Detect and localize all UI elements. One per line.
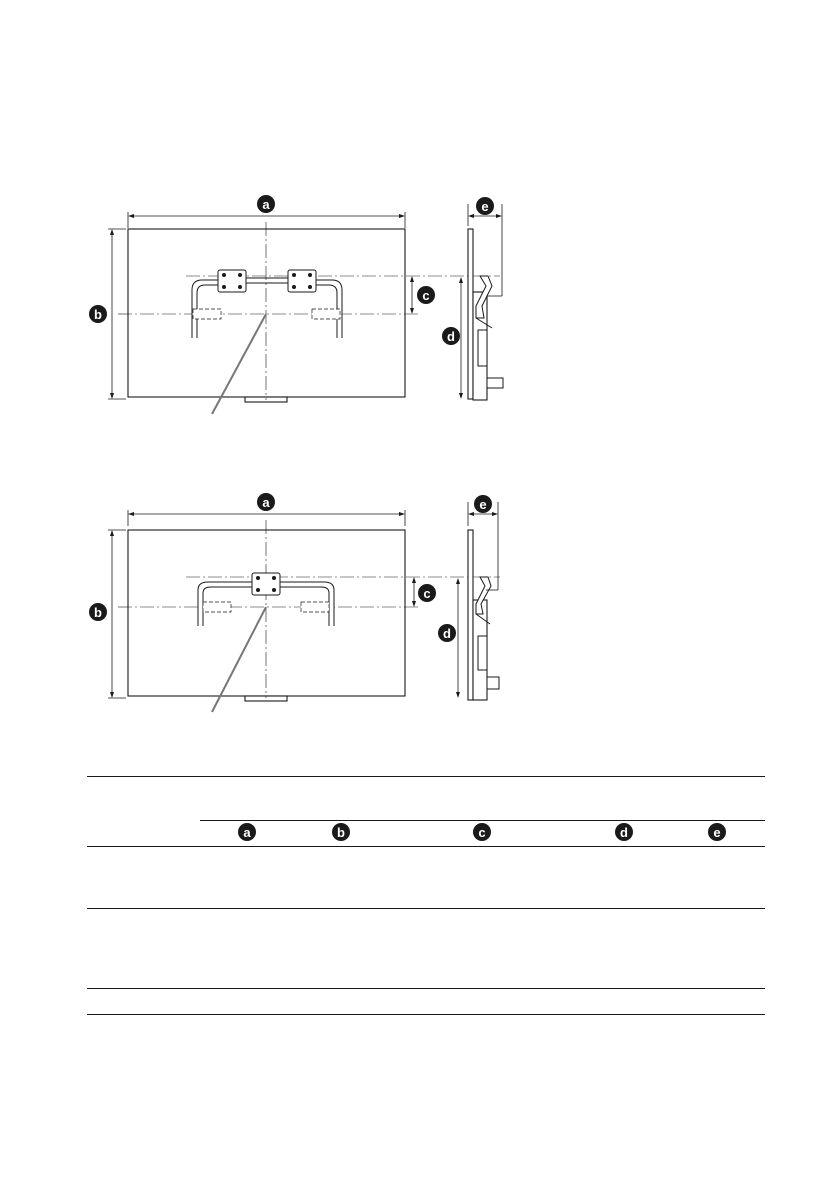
dim-b-arrow-bottom bbox=[110, 692, 114, 698]
screw-icon bbox=[256, 588, 260, 592]
marker-c bbox=[418, 584, 436, 602]
dim-b-arrow-top bbox=[110, 229, 114, 235]
svg-text:a: a bbox=[243, 825, 251, 840]
column-header-e bbox=[707, 822, 727, 842]
svg-text:a: a bbox=[262, 197, 270, 212]
svg-text:b: b bbox=[337, 825, 345, 840]
hook-left bbox=[203, 602, 231, 612]
svg-text:b: b bbox=[94, 307, 102, 322]
tv-side-connector bbox=[487, 378, 503, 388]
marker-d bbox=[442, 327, 460, 345]
table-rule-header-bottom bbox=[87, 846, 765, 847]
dim-c-arrow-top bbox=[412, 577, 416, 583]
diagram-2-drawing bbox=[0, 488, 840, 718]
tv-front-panel bbox=[128, 229, 405, 397]
tv-side-panel bbox=[468, 229, 473, 399]
column-header-a bbox=[237, 822, 257, 842]
svg-text:c: c bbox=[423, 586, 431, 601]
dim-d-arrow-bottom bbox=[456, 692, 460, 698]
diagram-1-drawing bbox=[0, 190, 840, 430]
tv-side-connector bbox=[487, 677, 499, 689]
screw-icon bbox=[238, 273, 242, 277]
tv-side-rear-detail bbox=[478, 330, 487, 366]
screw-icon bbox=[222, 285, 226, 289]
screw-icon bbox=[238, 285, 242, 289]
mount-plate-left bbox=[218, 270, 246, 292]
svg-text:e: e bbox=[479, 497, 487, 512]
column-header-b bbox=[331, 822, 351, 842]
dim-d-arrow-top bbox=[459, 277, 463, 283]
marker-a bbox=[257, 493, 275, 511]
screw-icon bbox=[272, 588, 276, 592]
column-header-c bbox=[472, 822, 492, 842]
svg-text:c: c bbox=[478, 825, 486, 840]
dim-e-arrow-left bbox=[468, 214, 474, 218]
screw-icon bbox=[256, 576, 260, 580]
marker-e bbox=[476, 197, 494, 215]
svg-text:d: d bbox=[443, 626, 451, 641]
dim-e-arrow-right bbox=[492, 512, 498, 516]
tv-side-panel bbox=[468, 530, 473, 700]
dim-b-arrow-bottom bbox=[110, 393, 114, 399]
marker-b bbox=[89, 305, 107, 323]
diagram-front-side-view-1 bbox=[0, 190, 840, 430]
dim-e-arrow-right bbox=[496, 214, 502, 218]
svg-text:b: b bbox=[94, 605, 102, 620]
hook-left bbox=[193, 309, 221, 319]
tv-front-panel bbox=[128, 530, 405, 696]
marker-c bbox=[417, 286, 435, 304]
svg-text:e: e bbox=[481, 199, 489, 214]
dim-a-arrow-right bbox=[399, 512, 405, 516]
tv-side-rear-detail bbox=[478, 636, 487, 670]
svg-text:d: d bbox=[447, 329, 455, 344]
svg-text:e: e bbox=[713, 825, 721, 840]
marker-e bbox=[474, 495, 492, 513]
screw-icon bbox=[308, 273, 312, 277]
dim-c-arrow-top bbox=[410, 276, 414, 282]
screw-icon bbox=[292, 273, 296, 277]
marker-a bbox=[257, 195, 275, 213]
table-rule-bottom bbox=[87, 1014, 765, 1015]
screw-icon bbox=[222, 273, 226, 277]
table-row-divider bbox=[87, 988, 765, 989]
dim-d-arrow-top bbox=[456, 578, 460, 584]
column-header-d bbox=[614, 822, 634, 842]
dim-d-arrow-bottom bbox=[459, 393, 463, 399]
svg-text:d: d bbox=[620, 825, 628, 840]
screw-icon bbox=[292, 285, 296, 289]
hook-right bbox=[301, 602, 329, 612]
dim-e-arrow-left bbox=[468, 512, 474, 516]
dim-a-arrow-right bbox=[399, 214, 405, 218]
svg-text:c: c bbox=[422, 288, 430, 303]
mount-plate-center bbox=[252, 573, 280, 595]
dim-b-arrow-top bbox=[110, 530, 114, 536]
dim-a-arrow-left bbox=[128, 512, 134, 516]
table-row-divider bbox=[87, 908, 765, 909]
screw-icon bbox=[308, 285, 312, 289]
dim-c-arrow-bottom bbox=[410, 308, 414, 314]
marker-b bbox=[89, 603, 107, 621]
mount-plate-right bbox=[288, 270, 316, 292]
dim-a-arrow-left bbox=[128, 214, 134, 218]
svg-text:a: a bbox=[262, 495, 270, 510]
marker-d bbox=[438, 624, 456, 642]
table-rule-subheader bbox=[200, 820, 765, 821]
hook-right bbox=[312, 309, 340, 319]
dim-c-arrow-bottom bbox=[412, 601, 416, 607]
diagram-front-side-view-2 bbox=[0, 488, 840, 718]
screw-icon bbox=[272, 576, 276, 580]
table-rule-top bbox=[87, 776, 765, 777]
